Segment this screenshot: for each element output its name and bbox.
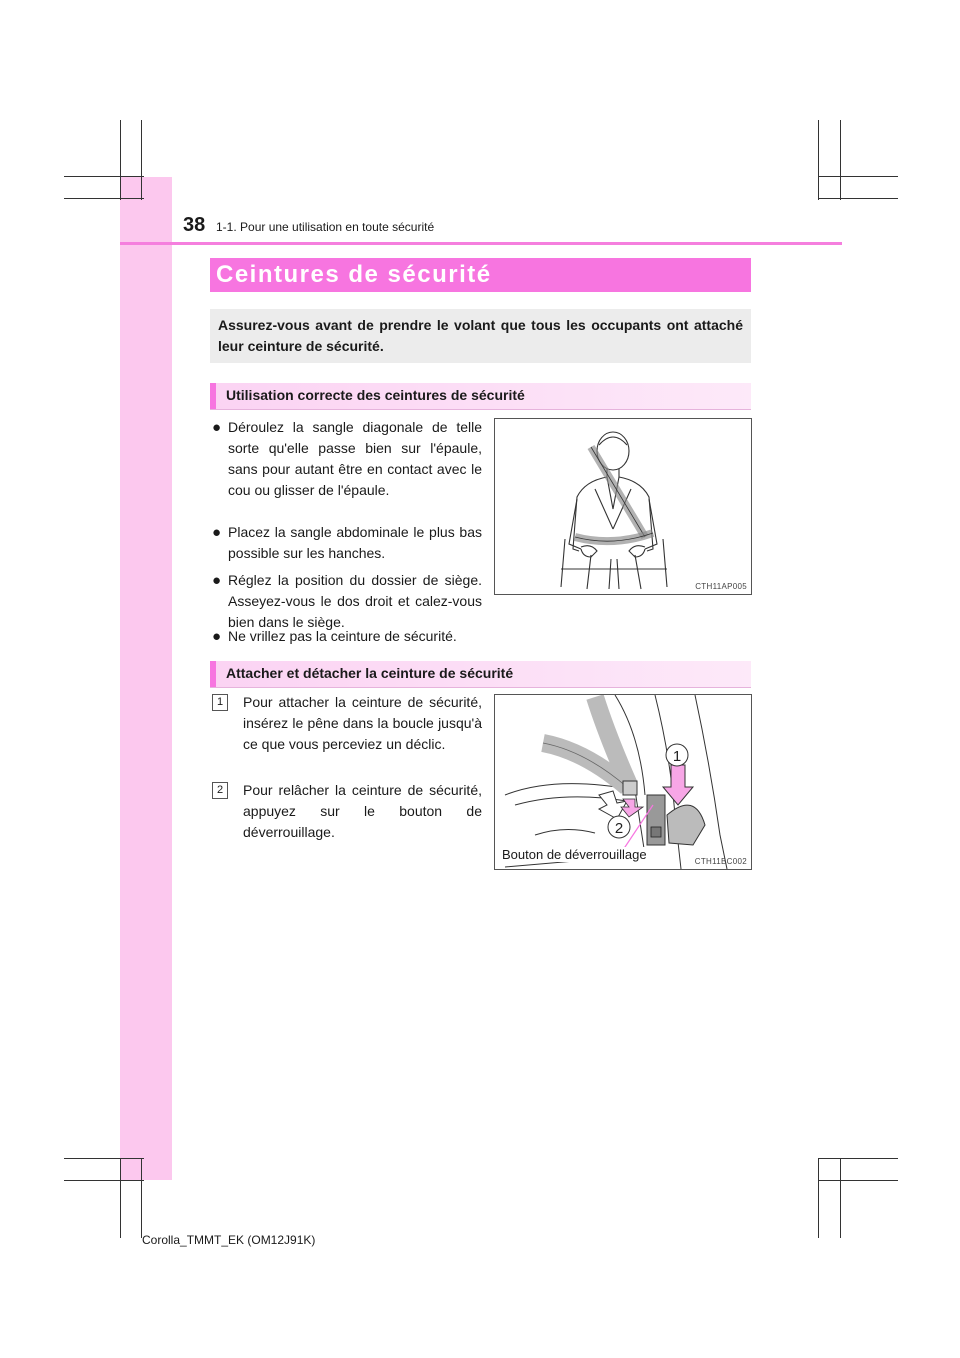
callout-1: 1 [672, 748, 682, 765]
bullet-item [212, 626, 512, 647]
bullet-icon: ● [212, 572, 222, 589]
bullet-text: Ne vrillez pas la ceinture de sécurité. [228, 628, 457, 644]
side-color-band [120, 177, 172, 1180]
step-number: 2 [212, 782, 228, 799]
bullet-icon: ● [212, 419, 222, 436]
step-number: 1 [212, 694, 228, 711]
step-text: Pour attacher la ceinture de sécurité, insérez le pêne dans la boucle jusqu'à ce que vous perceviez un déclic. [243, 694, 482, 752]
step-item [212, 692, 482, 755]
header-rule [120, 242, 842, 245]
section-heading-text: Attacher et détacher la ceinture de sécurité [226, 665, 514, 681]
bullet-text: Réglez la position du dossier de siège. Asseyez-vous le dos droit et calez-vous bien dans le siège. [228, 572, 482, 630]
section-heading-text: Utilisation correcte des ceintures de sécurité [226, 387, 525, 403]
title-bar [210, 258, 751, 292]
callout-2: 2 [614, 820, 624, 837]
figure-code: CTH11AP005 [695, 582, 747, 591]
footer-doc-code: Corolla_TMMT_EK (OM12J91K) [142, 1233, 316, 1247]
bullet-item [212, 522, 482, 564]
bullet-icon: ● [212, 524, 222, 541]
buckle-illustration [495, 695, 751, 869]
intro-text: Assurez-vous avant de prendre le volant que tous les occupants ont attaché leur ceinture de sécurité. [218, 317, 743, 354]
bullet-icon: ● [212, 628, 222, 645]
bullet-item [212, 570, 482, 633]
bullet-item [212, 417, 482, 501]
section-heading-correct-use [210, 383, 751, 410]
step-item [212, 780, 482, 843]
page-title: Ceintures de sécurité [216, 261, 492, 288]
figure-buckle [494, 694, 752, 870]
intro-box [210, 309, 751, 363]
step-text: Pour relâcher la ceinture de sécurité, appuyez sur le bouton de déverrouillage. [243, 782, 482, 840]
section-header: 1-1. Pour une utilisation en toute sécurité [216, 220, 435, 234]
figure-code: CTH11BC002 [694, 857, 747, 866]
page-number: 38 [183, 214, 206, 236]
bullet-text: Déroulez la sangle diagonale de telle sorte qu'elle passe bien sur l'épaule, sans pour autant être en contact avec le cou ou glisser de l'épaule. [228, 419, 482, 498]
seated-occupant-illustration [495, 419, 751, 594]
bullet-text: Placez la sangle abdominale le plus bas possible sur les hanches. [228, 524, 482, 561]
figure-seated-occupant [494, 418, 752, 595]
release-button-label: Bouton de déverrouillage [502, 847, 647, 862]
section-heading-fasten [210, 661, 751, 688]
